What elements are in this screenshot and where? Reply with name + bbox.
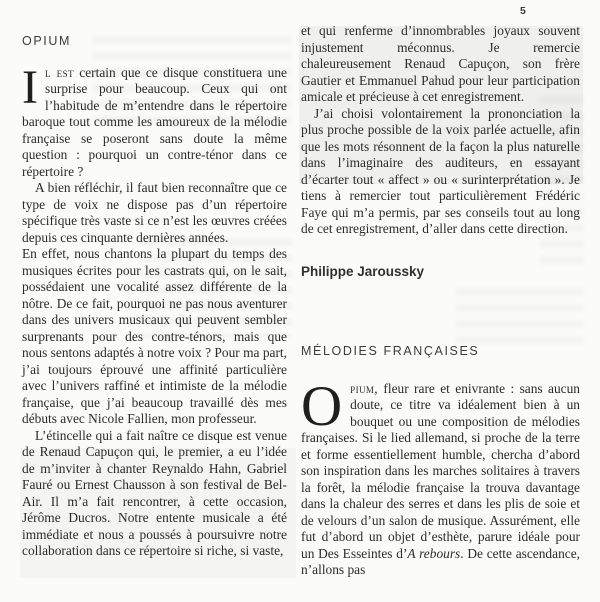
paragraph: En effet, nous chantons la plupart du temps des musiques écrites pour les castrats qui, on le sait, possédaient une vocalité assez différente de la nôtre. De ce fait, pourquoi ne pas nous aventurer dans des univers musicaux qui peuvent sembler surprenants pour des contre-ténors, mais que nous sentons adaptés à notre voix ? Pour ma part, j’ai toujours éprouvé une affinité particulière avec l’univers raffiné et intimiste de la mélodie française, que j’ai beaucoup travaillé dès mes débuts avec Nicole Fallien, mon professeur.	[22, 246, 287, 426]
author-signature: Philippe Jaroussky	[301, 263, 425, 279]
section-heading-melodies-francaises: MÉLODIES FRANÇAISES	[301, 344, 480, 358]
paragraph-text: certain que ce disque constituera une surprise pour beaucoup. Ceux qui ont l’habitude de m’entendre dans le répertoire baroque tout comme les amoureux de la mélodie française se poseront sans doute la même question : pourquoi un contre-ténor dans ce répertoire ?	[22, 64, 287, 179]
small-caps-lead: l est	[44, 64, 74, 80]
drop-cap-o: O	[301, 374, 343, 438]
drop-cap-i: I	[22, 60, 38, 114]
book-title-italic: A rebours	[407, 545, 461, 561]
paragraph-text: fleur rare et enivrante : sans aucun doute, ce titre va idéalement bien à un bouquet ou une composition de mélodies françaises. Si le lied allemand, si proche de la terre et forme essentiellement humble, chercha d’abord son inspiration dans les marches solitaires à travers la forêt, la mélodie française la trouva davantage dans la chaleur des serres et dans les plis de soie et de velours d’un salon de musique. Assurément, elle fut d’abord un objet d’esthète, parure idéale pour un Des Esseintes d’	[301, 380, 580, 561]
paragraph: et qui renferme d’innombrables joyaux souvent injustement méconnus. Je remercie chaleureusement Renaud Capuçon, son frère Gautier et Emmanuel Pahud pour leur participation amicale et précieuse à cet enregistrement.	[301, 23, 580, 104]
paragraph-text: . De cette ascendance, n’allons pas	[301, 545, 581, 577]
column-right	[301, 23, 580, 579]
paragraph: A bien réfléchir, il faut bien reconnaître que ce type de voix ne dispose pas d’un répertoire spécifique très vaste si ce n’est les œuvres créées depuis ces cinquante dernières années.	[22, 180, 287, 245]
paragraph	[301, 374, 581, 579]
small-caps-lead: pium,	[350, 380, 379, 396]
page-number: 5	[520, 5, 526, 17]
column-left	[22, 33, 287, 560]
paragraph: L’étincelle qui a fait naître ce disque est venue de Renaud Capuçon qui, le premier, a eu l’idée de m’inviter à chanter Reynaldo Hahn, Gabriel Fauré ou Ernest Chausson à son festival de Bel-Air. Il m’a fait rencontrer, à cette occasion, Jérôme Ducros. Notre entente musicale a été immédiate et nous a poussés à poursuivre notre collaboration dans ce répertoire si riche, si vaste,	[22, 427, 287, 558]
paragraph	[22, 60, 287, 181]
paragraph: J’ai choisi volontairement la prononciation la plus proche possible de la voix parlée actuelle, afin que les mots résonnent de la façon la plus naturelle dans l’imaginaire des auditeurs, en essayant d’écarter tout « affect » ou « surinterprétation ». Je tiens à remercier tout particulièrement Frédéric Faye qui m’a permis, par ses conseils tout au long de cet enregistrement, d’aller dans cette direction.	[301, 105, 580, 236]
section-heading-opium: OPIUM	[22, 34, 71, 48]
